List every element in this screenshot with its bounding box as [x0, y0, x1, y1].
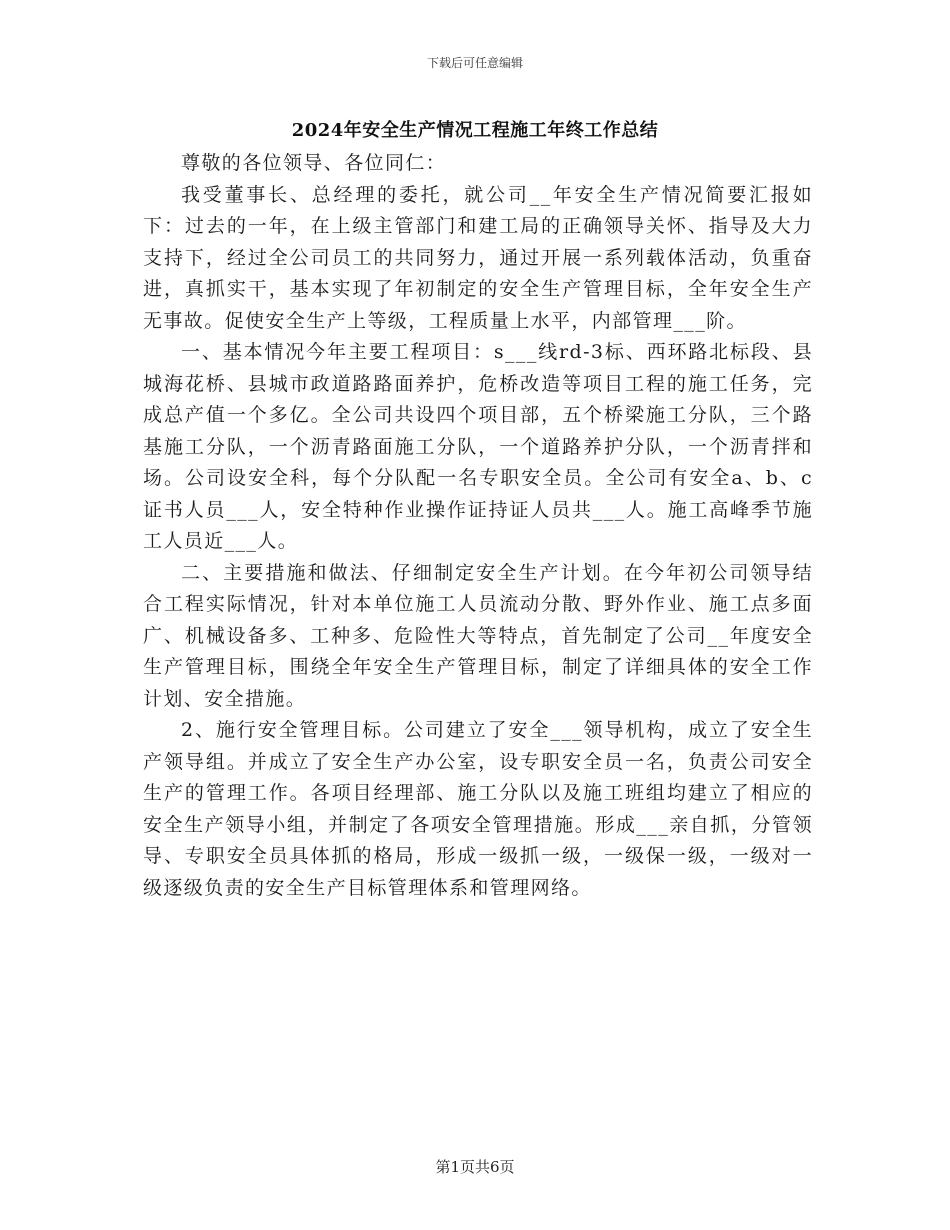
header-note: 下载后可任意编辑: [426, 56, 523, 70]
document-title: 2024年安全生产情况工程施工年终工作总结: [291, 120, 659, 141]
main-measures-paragraph: 二、主要措施和做法、仔细制定安全生产计划。在今年初公司领导结合工程实际情况，针对本单位施工人员流动分散、野外作业、施工点多面广、机械设备多、工种多、危险性大等特点，首先制定了公司__年度安全生产管理目标，围绕全年安全生产管理目标，制定了详细具体的安全工作计划、安全措施。: [143, 561, 813, 710]
intro-paragraph: 我受董事长、总经理的委托，就公司__年安全生产情况简要汇报如下：过去的一年，在上级主管部门和建工局的正确领导关怀、指导及大力支持下，经过全公司员工的共同努力，通过开展一系列载体活动，负重奋进，真抓实干，基本实现了年初制定的安全生产管理目标，全年安全生产无事故。促使安全生产上等级，工程质量上水平，内部管理___阶。: [143, 183, 813, 332]
safety-targets-paragraph: 2、施行安全管理目标。公司建立了安全___领导机构，成立了安全生产领导组。并成立了安全生产办公室，设专职安全员一名，负责公司安全生产的管理工作。各项目经理部、施工分队以及施工班组均建立了相应的安全生产领导小组，并制定了各项安全管理措施。形成___亲自抓，分管领导、专职安全员具体抓的格局，形成一级抓一级，一级保一级，一级对一级逐级负责的安全生产目标管理体系和管理网络。: [143, 719, 813, 899]
basic-situation-paragraph: 一、基本情况今年主要工程项目：s___线rd-3标、西环路北标段、县城海花桥、县城市政道路路面养护，危桥改造等项目工程的施工任务，完成总产值一个多亿。全公司共设四个项目部，五个桥梁施工分队，三个路基施工分队，一个沥青路面施工分队，一个道路养护分队，一个沥青拌和场。公司设安全科，每个分队配一名专职安全员。全公司有安全a、b、c证书人员___人，安全特种作业操作证持证人员共___人。施工高峰季节施工人员近___人。: [143, 341, 813, 552]
salutation-paragraph: 尊敬的各位领导、各位同仁：: [181, 152, 447, 174]
page-number: 第1页共6页: [435, 1158, 515, 1176]
document-body: [143, 148, 813, 904]
